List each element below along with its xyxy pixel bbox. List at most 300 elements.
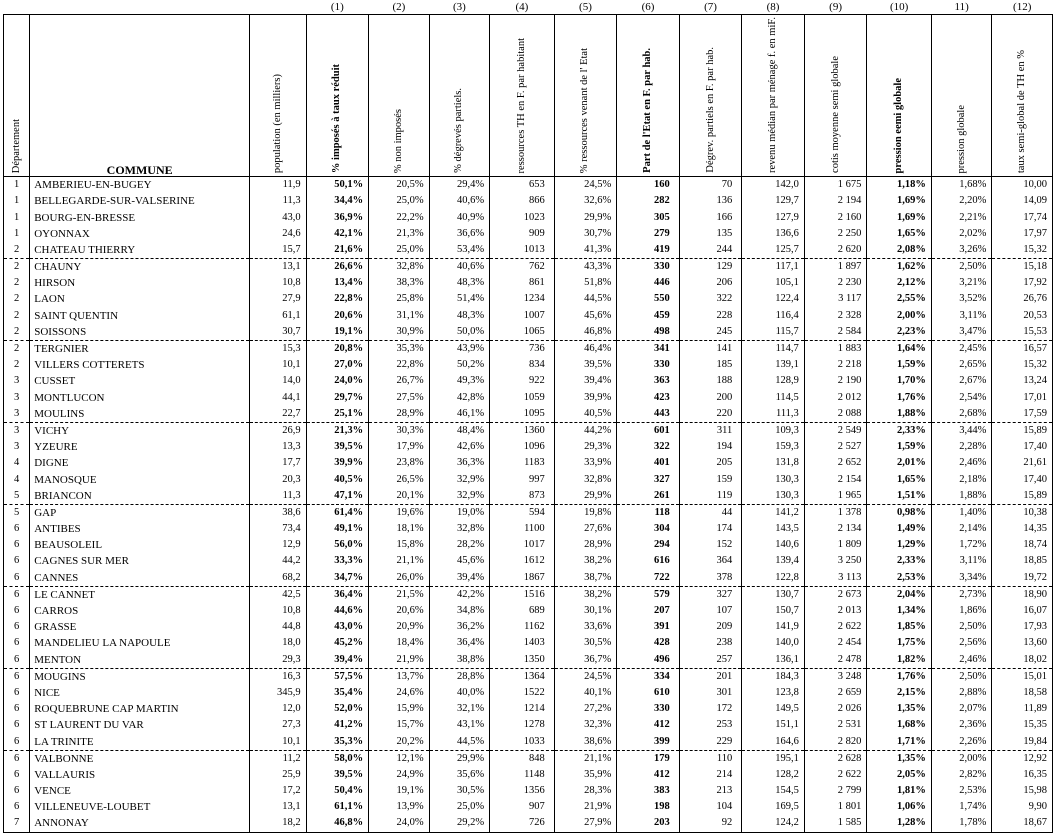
cell-cotis-moyenne: 2 194	[804, 193, 867, 209]
cell-revenu-median: 140,0	[742, 635, 805, 651]
cell-cotis-moyenne: 3 117	[804, 291, 867, 307]
cell-ressources-th: 1522	[490, 685, 555, 701]
cell-part-etat: 322	[617, 439, 680, 455]
cell-pct-non-imposes: 13,9%	[369, 799, 430, 815]
cell-cotis-moyenne: 3 248	[804, 668, 867, 685]
cell-pression-globale: 3,47%	[931, 324, 992, 341]
cell-ressources-th: 1350	[490, 651, 555, 668]
table-row	[4, 406, 1053, 423]
cell-cotis-moyenne: 2 628	[804, 750, 867, 767]
cell-cotis-moyenne: 2 659	[804, 685, 867, 701]
cell-pression-semi-globale: 1,65%	[867, 471, 932, 487]
cell-part-etat: 498	[617, 324, 680, 341]
cell-commune: BEAUSOLEIL	[30, 537, 250, 553]
cell-pct-non-imposes: 26,5%	[369, 471, 430, 487]
colnum-4: (2)	[392, 1, 406, 13]
cell-cotis-moyenne: 2 622	[804, 767, 867, 783]
cell-commune: DIGNE	[30, 455, 250, 471]
cell-pct-taux-reduit: 36,4%	[306, 586, 369, 603]
cell-commune: CANNES	[30, 570, 250, 587]
cell-degrev-partiels: 152	[679, 537, 742, 553]
cell-ressources-th: 653	[490, 177, 555, 194]
cell-population: 13,3	[250, 439, 306, 455]
cell-revenu-median: 141,2	[742, 504, 805, 521]
cell-pct-degreves: 42,6%	[429, 439, 490, 455]
cell-departement: 6	[4, 717, 30, 733]
table-row	[4, 586, 1053, 603]
colnum-7: (5)	[579, 1, 592, 13]
cell-revenu-median: 117,1	[742, 258, 805, 275]
cell-pct-taux-reduit: 19,1%	[306, 324, 369, 341]
cell-ressources-th: 1867	[490, 570, 555, 587]
cell-revenu-median: 154,5	[742, 783, 805, 799]
cell-pct-degreves: 32,9%	[429, 471, 490, 487]
cell-pct-ressources-etat: 28,3%	[554, 783, 617, 799]
cell-population: 44,2	[250, 553, 306, 569]
colnum-6: (4)	[515, 1, 529, 13]
cell-population: 27,3	[250, 717, 306, 733]
cell-population: 38,6	[250, 504, 306, 521]
cell-taux-semi-global: 15,32	[992, 357, 1053, 373]
cell-pct-ressources-etat: 30,1%	[554, 603, 617, 619]
cell-degrev-partiels: 135	[679, 226, 742, 242]
cell-departement: 6	[4, 635, 30, 651]
cell-pression-semi-globale: 1,59%	[867, 439, 932, 455]
cell-pression-globale: 2,50%	[931, 258, 992, 275]
cell-pression-semi-globale: 1,64%	[867, 340, 932, 357]
cell-ressources-th: 1007	[490, 308, 555, 324]
cell-commune: VILLERS COTTERETS	[30, 357, 250, 373]
header-pression-globale: pression globale	[931, 15, 992, 177]
table-row	[4, 291, 1053, 307]
cell-pression-globale: 2,46%	[931, 455, 992, 471]
cell-ressources-th: 997	[490, 471, 555, 487]
table-row	[4, 340, 1053, 357]
cell-cotis-moyenne: 2 190	[804, 373, 867, 389]
cell-pct-degreves: 29,4%	[429, 177, 490, 194]
cell-degrev-partiels: 209	[679, 619, 742, 635]
cell-pression-globale: 2,28%	[931, 439, 992, 455]
cell-revenu-median: 195,1	[742, 750, 805, 767]
table-row	[4, 471, 1053, 487]
cell-departement: 6	[4, 553, 30, 569]
cell-commune: LAON	[30, 291, 250, 307]
cell-taux-semi-global: 17,59	[992, 406, 1053, 423]
colnum-3: (1)	[330, 1, 344, 13]
cell-pression-globale: 2,21%	[931, 209, 992, 225]
cell-pct-ressources-etat: 39,9%	[554, 389, 617, 405]
cell-pression-semi-globale: 2,01%	[867, 455, 932, 471]
cell-pression-semi-globale: 1,88%	[867, 406, 932, 423]
cell-revenu-median: 139,1	[742, 357, 805, 373]
table-row	[4, 603, 1053, 619]
cell-pression-globale: 2,45%	[931, 340, 992, 357]
cell-pct-non-imposes: 30,9%	[369, 324, 430, 341]
cell-pression-globale: 3,44%	[931, 422, 992, 439]
cell-commune: MANOSQUE	[30, 471, 250, 487]
cell-taux-semi-global: 10,38	[992, 504, 1053, 521]
cell-population: 11,3	[250, 488, 306, 505]
cell-pression-semi-globale: 1,82%	[867, 651, 932, 668]
cell-pct-taux-reduit: 26,6%	[306, 258, 369, 275]
cell-population: 16,3	[250, 668, 306, 685]
cell-pct-taux-reduit: 34,4%	[306, 193, 369, 209]
cell-pct-taux-reduit: 56,0%	[306, 537, 369, 553]
cell-cotis-moyenne: 2 620	[804, 242, 867, 259]
cell-pct-non-imposes: 18,4%	[369, 635, 430, 651]
cell-part-etat: 423	[617, 389, 680, 405]
cell-pct-taux-reduit: 42,1%	[306, 226, 369, 242]
cell-pression-semi-globale: 1,76%	[867, 389, 932, 405]
cell-ressources-th: 1100	[490, 521, 555, 537]
cell-pct-ressources-etat: 38,7%	[554, 570, 617, 587]
cell-degrev-partiels: 185	[679, 357, 742, 373]
cell-cotis-moyenne: 2 328	[804, 308, 867, 324]
cell-departement: 4	[4, 455, 30, 471]
cell-revenu-median: 122,8	[742, 570, 805, 587]
cell-pression-globale: 2,65%	[931, 357, 992, 373]
cell-pct-ressources-etat: 24,5%	[554, 177, 617, 194]
table-row	[4, 226, 1053, 242]
cell-taux-semi-global: 14,35	[992, 521, 1053, 537]
cell-revenu-median: 123,8	[742, 685, 805, 701]
cell-part-etat: 304	[617, 521, 680, 537]
cell-revenu-median: 114,7	[742, 340, 805, 357]
cell-departement: 6	[4, 685, 30, 701]
cell-taux-semi-global: 15,32	[992, 242, 1053, 259]
cell-degrev-partiels: 378	[679, 570, 742, 587]
table-row	[4, 324, 1053, 341]
cell-pression-globale: 2,46%	[931, 651, 992, 668]
table-row	[4, 521, 1053, 537]
cell-pct-degreves: 46,1%	[429, 406, 490, 423]
cell-part-etat: 401	[617, 455, 680, 471]
cell-pression-semi-globale: 2,55%	[867, 291, 932, 307]
cell-pct-taux-reduit: 41,2%	[306, 717, 369, 733]
cell-population: 22,7	[250, 406, 306, 423]
header-population: population (en milliers)	[250, 15, 306, 177]
cell-cotis-moyenne: 2 584	[804, 324, 867, 341]
cell-departement: 6	[4, 767, 30, 783]
cell-part-etat: 282	[617, 193, 680, 209]
cell-population: 10,8	[250, 603, 306, 619]
cell-pression-semi-globale: 2,15%	[867, 685, 932, 701]
cell-pression-globale: 1,68%	[931, 177, 992, 194]
cell-population: 11,2	[250, 750, 306, 767]
cell-taux-semi-global: 15,35	[992, 717, 1053, 733]
cell-commune: CAGNES SUR MER	[30, 553, 250, 569]
cell-pression-globale: 3,11%	[931, 553, 992, 569]
cell-pression-globale: 1,40%	[931, 504, 992, 521]
cell-pression-globale: 3,11%	[931, 308, 992, 324]
cell-commune: LE CANNET	[30, 586, 250, 603]
cell-pct-non-imposes: 24,9%	[369, 767, 430, 783]
cell-commune: GAP	[30, 504, 250, 521]
cell-ressources-th: 848	[490, 750, 555, 767]
cell-ressources-th: 873	[490, 488, 555, 505]
cell-part-etat: 496	[617, 651, 680, 668]
cell-revenu-median: 136,6	[742, 226, 805, 242]
cell-commune: MENTON	[30, 651, 250, 668]
cell-pct-degreves: 36,3%	[429, 455, 490, 471]
cell-pct-non-imposes: 20,6%	[369, 603, 430, 619]
cell-revenu-median: 159,3	[742, 439, 805, 455]
cell-commune: SOISSONS	[30, 324, 250, 341]
cell-pct-ressources-etat: 32,8%	[554, 471, 617, 487]
cell-revenu-median: 131,8	[742, 455, 805, 471]
cell-ressources-th: 594	[490, 504, 555, 521]
cell-revenu-median: 116,4	[742, 308, 805, 324]
cell-pct-ressources-etat: 39,5%	[554, 357, 617, 373]
cell-pct-ressources-etat: 29,9%	[554, 488, 617, 505]
cell-degrev-partiels: 364	[679, 553, 742, 569]
cell-pression-globale: 1,88%	[931, 488, 992, 505]
cell-pct-ressources-etat: 41,3%	[554, 242, 617, 259]
cell-pct-degreves: 39,4%	[429, 570, 490, 587]
cell-pct-ressources-etat: 32,3%	[554, 717, 617, 733]
cell-cotis-moyenne: 1 675	[804, 177, 867, 194]
cell-degrev-partiels: 44	[679, 504, 742, 521]
cell-cotis-moyenne: 3 250	[804, 553, 867, 569]
cell-population: 26,9	[250, 422, 306, 439]
cell-pct-taux-reduit: 36,9%	[306, 209, 369, 225]
cell-pct-non-imposes: 27,5%	[369, 389, 430, 405]
header-row	[4, 15, 1053, 177]
header-commune: COMMUNE	[30, 15, 250, 177]
cell-cotis-moyenne: 2 013	[804, 603, 867, 619]
cell-departement: 5	[4, 504, 30, 521]
cell-cotis-moyenne: 2 652	[804, 455, 867, 471]
cell-part-etat: 334	[617, 668, 680, 685]
cell-pression-semi-globale: 1,18%	[867, 177, 932, 194]
cell-population: 10,1	[250, 733, 306, 750]
cell-pression-semi-globale: 1,85%	[867, 619, 932, 635]
cell-pct-non-imposes: 26,7%	[369, 373, 430, 389]
cell-commune: MOULINS	[30, 406, 250, 423]
cell-taux-semi-global: 18,67	[992, 815, 1053, 832]
cell-part-etat: 327	[617, 471, 680, 487]
cell-pct-degreves: 50,0%	[429, 324, 490, 341]
cell-part-etat: 294	[617, 537, 680, 553]
cell-taux-semi-global: 11,89	[992, 701, 1053, 717]
cell-pression-semi-globale: 2,04%	[867, 586, 932, 603]
cell-commune: CHAUNY	[30, 258, 250, 275]
cell-pct-degreves: 44,5%	[429, 733, 490, 750]
cell-pct-degreves: 48,3%	[429, 308, 490, 324]
header-taux-semi-global: taux semi-global de TH en %	[992, 15, 1053, 177]
cell-part-etat: 391	[617, 619, 680, 635]
cell-pression-semi-globale: 1,68%	[867, 717, 932, 733]
cell-taux-semi-global: 15,98	[992, 783, 1053, 799]
cell-pct-ressources-etat: 33,6%	[554, 619, 617, 635]
cell-pct-non-imposes: 13,7%	[369, 668, 430, 685]
cell-departement: 6	[4, 537, 30, 553]
cell-pression-globale: 2,73%	[931, 586, 992, 603]
cell-departement: 6	[4, 783, 30, 799]
cell-pct-ressources-etat: 29,3%	[554, 439, 617, 455]
cell-pct-non-imposes: 20,2%	[369, 733, 430, 750]
table-row	[4, 733, 1053, 750]
cell-population: 68,2	[250, 570, 306, 587]
cell-part-etat: 330	[617, 701, 680, 717]
cell-taux-semi-global: 13,60	[992, 635, 1053, 651]
cell-pression-globale: 2,36%	[931, 717, 992, 733]
cell-pct-taux-reduit: 21,3%	[306, 422, 369, 439]
cell-degrev-partiels: 214	[679, 767, 742, 783]
cell-pct-taux-reduit: 29,7%	[306, 389, 369, 405]
cell-pct-taux-reduit: 47,1%	[306, 488, 369, 505]
cell-pct-ressources-etat: 30,5%	[554, 635, 617, 651]
cell-population: 15,3	[250, 340, 306, 357]
cell-ressources-th: 689	[490, 603, 555, 619]
cell-pct-taux-reduit: 33,3%	[306, 553, 369, 569]
cell-commune: YZEURE	[30, 439, 250, 455]
cell-taux-semi-global: 26,76	[992, 291, 1053, 307]
cell-part-etat: 198	[617, 799, 680, 815]
cell-pct-taux-reduit: 49,1%	[306, 521, 369, 537]
cell-pct-degreves: 42,8%	[429, 389, 490, 405]
cell-departement: 1	[4, 209, 30, 225]
cell-part-etat: 330	[617, 357, 680, 373]
cell-population: 14,0	[250, 373, 306, 389]
cell-population: 24,6	[250, 226, 306, 242]
colnum-9: (7)	[704, 1, 717, 13]
cell-pct-degreves: 36,6%	[429, 226, 490, 242]
cell-degrev-partiels: 136	[679, 193, 742, 209]
cell-population: 15,7	[250, 242, 306, 259]
cell-commune: ROQUEBRUNE CAP MARTIN	[30, 701, 250, 717]
cell-pression-semi-globale: 0,98%	[867, 504, 932, 521]
cell-population: 20,3	[250, 471, 306, 487]
cell-ressources-th: 1059	[490, 389, 555, 405]
cell-cotis-moyenne: 2 218	[804, 357, 867, 373]
cell-pct-ressources-etat: 33,9%	[554, 455, 617, 471]
cell-commune: SAINT QUENTIN	[30, 308, 250, 324]
cell-departement: 6	[4, 521, 30, 537]
table-row	[4, 455, 1053, 471]
cell-pct-degreves: 36,2%	[429, 619, 490, 635]
table-row	[4, 242, 1053, 259]
cell-population: 42,5	[250, 586, 306, 603]
cell-pct-degreves: 38,8%	[429, 651, 490, 668]
cell-departement: 6	[4, 701, 30, 717]
cell-revenu-median: 128,9	[742, 373, 805, 389]
cell-pression-semi-globale: 1,69%	[867, 209, 932, 225]
cell-part-etat: 207	[617, 603, 680, 619]
table-row	[4, 357, 1053, 373]
cell-departement: 6	[4, 651, 30, 668]
cell-taux-semi-global: 21,61	[992, 455, 1053, 471]
cell-cotis-moyenne: 2 549	[804, 422, 867, 439]
table-row	[4, 209, 1053, 225]
cell-cotis-moyenne: 2 012	[804, 389, 867, 405]
cell-ressources-th: 1403	[490, 635, 555, 651]
table-row	[4, 717, 1053, 733]
cell-degrev-partiels: 107	[679, 603, 742, 619]
cell-cotis-moyenne: 2 673	[804, 586, 867, 603]
cell-population: 18,2	[250, 815, 306, 832]
cell-pression-semi-globale: 1,28%	[867, 815, 932, 832]
table-row	[4, 750, 1053, 767]
cell-pct-non-imposes: 32,8%	[369, 258, 430, 275]
cell-departement: 6	[4, 603, 30, 619]
cell-taux-semi-global: 10,00	[992, 177, 1053, 194]
cell-ressources-th: 861	[490, 275, 555, 291]
cell-pct-non-imposes: 38,3%	[369, 275, 430, 291]
cell-ressources-th: 762	[490, 258, 555, 275]
cell-ressources-th: 1612	[490, 553, 555, 569]
cell-taux-semi-global: 15,01	[992, 668, 1053, 685]
cell-pression-semi-globale: 1,76%	[867, 668, 932, 685]
cell-revenu-median: 169,5	[742, 799, 805, 815]
cell-degrev-partiels: 228	[679, 308, 742, 324]
cell-commune: VICHY	[30, 422, 250, 439]
table-row	[4, 488, 1053, 505]
cell-commune: BRIANCON	[30, 488, 250, 505]
cell-cotis-moyenne: 2 230	[804, 275, 867, 291]
cell-pct-taux-reduit: 61,1%	[306, 799, 369, 815]
cell-pct-taux-reduit: 50,4%	[306, 783, 369, 799]
cell-pct-degreves: 32,1%	[429, 701, 490, 717]
cell-degrev-partiels: 238	[679, 635, 742, 651]
cell-revenu-median: 184,3	[742, 668, 805, 685]
cell-ressources-th: 1183	[490, 455, 555, 471]
cell-taux-semi-global: 17,40	[992, 439, 1053, 455]
table-row	[4, 635, 1053, 651]
cell-pct-ressources-etat: 27,6%	[554, 521, 617, 537]
cell-pct-ressources-etat: 19,8%	[554, 504, 617, 521]
cell-pct-non-imposes: 26,0%	[369, 570, 430, 587]
cell-cotis-moyenne: 2 820	[804, 733, 867, 750]
cell-commune: MONTLUCON	[30, 389, 250, 405]
cell-pct-non-imposes: 12,1%	[369, 750, 430, 767]
cell-pression-semi-globale: 2,53%	[867, 570, 932, 587]
cell-departement: 2	[4, 258, 30, 275]
cell-pression-semi-globale: 1,71%	[867, 733, 932, 750]
cell-pression-globale: 3,52%	[931, 291, 992, 307]
cell-part-etat: 330	[617, 258, 680, 275]
cell-pression-semi-globale: 2,00%	[867, 308, 932, 324]
cell-degrev-partiels: 213	[679, 783, 742, 799]
cell-pct-non-imposes: 35,3%	[369, 340, 430, 357]
cell-pct-taux-reduit: 21,6%	[306, 242, 369, 259]
table-row	[4, 193, 1053, 209]
cell-cotis-moyenne: 1 965	[804, 488, 867, 505]
cell-cotis-moyenne: 3 113	[804, 570, 867, 587]
cell-pression-globale: 2,53%	[931, 783, 992, 799]
cell-taux-semi-global: 12,92	[992, 750, 1053, 767]
cell-pct-ressources-etat: 21,1%	[554, 750, 617, 767]
cell-cotis-moyenne: 2 622	[804, 619, 867, 635]
cell-revenu-median: 143,5	[742, 521, 805, 537]
cell-taux-semi-global: 17,74	[992, 209, 1053, 225]
cell-pct-non-imposes: 20,9%	[369, 619, 430, 635]
cell-pression-semi-globale: 1,34%	[867, 603, 932, 619]
cell-degrev-partiels: 110	[679, 750, 742, 767]
cell-pct-degreves: 45,6%	[429, 553, 490, 569]
cell-departement: 6	[4, 619, 30, 635]
cell-commune: OYONNAX	[30, 226, 250, 242]
cell-pression-globale: 2,18%	[931, 471, 992, 487]
cell-commune: HIRSON	[30, 275, 250, 291]
cell-pct-degreves: 40,6%	[429, 258, 490, 275]
cell-degrev-partiels: 159	[679, 471, 742, 487]
cell-pression-globale: 1,72%	[931, 537, 992, 553]
cell-revenu-median: 109,3	[742, 422, 805, 439]
cell-revenu-median: 122,4	[742, 291, 805, 307]
cell-departement: 3	[4, 373, 30, 389]
cell-pct-non-imposes: 22,8%	[369, 357, 430, 373]
